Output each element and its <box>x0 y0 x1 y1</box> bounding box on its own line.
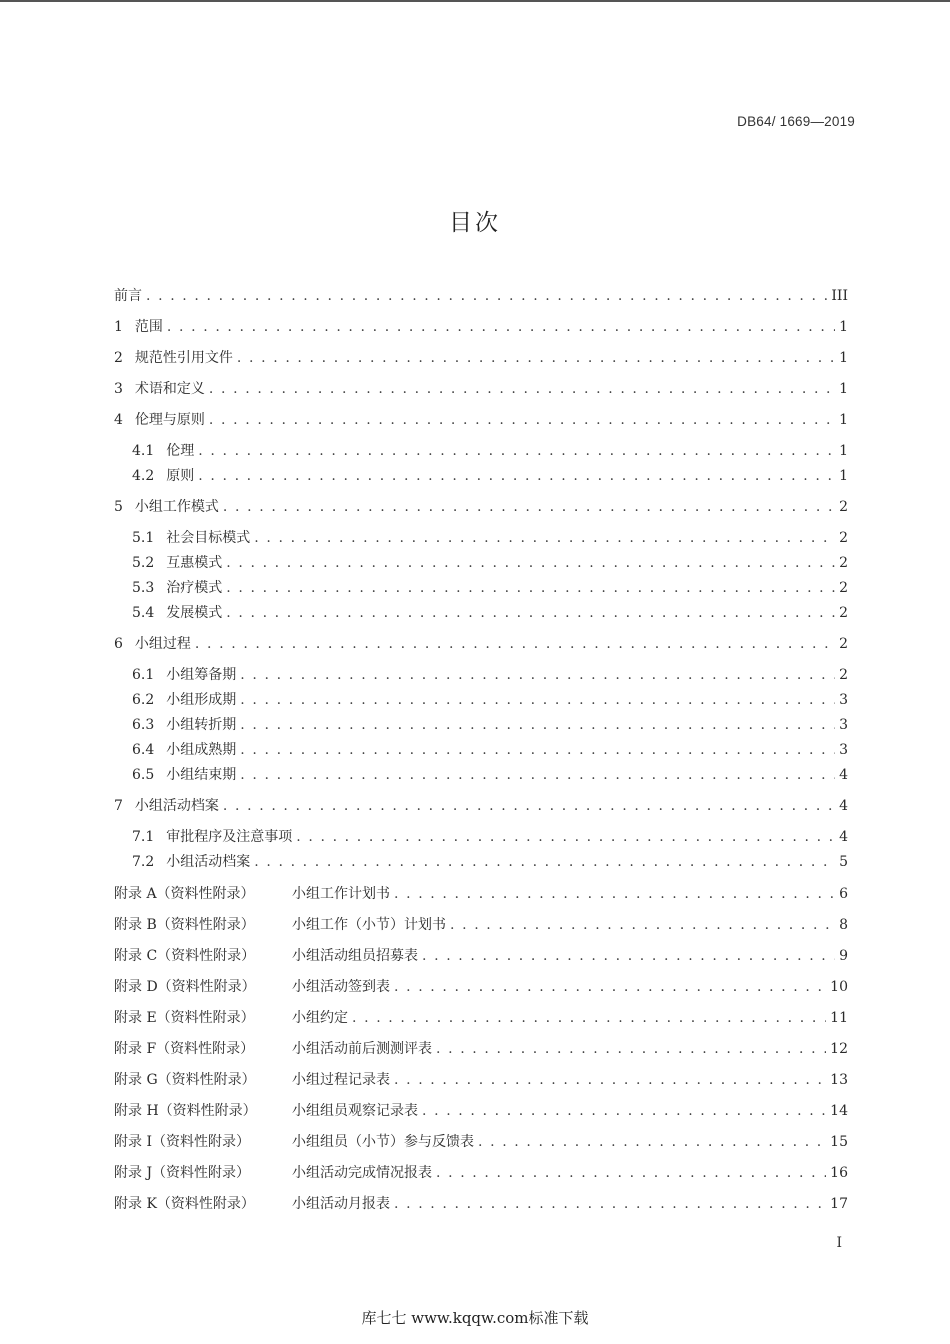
toc-entry-number: 7.2 <box>132 854 155 870</box>
page-number: I <box>836 1235 842 1251</box>
toc-entry-page: 10 <box>830 979 848 995</box>
toc-entry-number: 4 <box>114 412 123 428</box>
toc-entry-label: 小组工作（小节）计划书 <box>292 917 446 933</box>
toc-subentry[interactable] <box>132 602 848 624</box>
toc-leader-dots <box>240 717 835 733</box>
toc-entry-page: 4 <box>839 798 848 814</box>
toc-entry-label: 小组活动前后测测评表 <box>292 1041 432 1057</box>
toc-leader-dots <box>209 412 835 428</box>
toc-entry-page: 14 <box>830 1103 848 1119</box>
toc-entry-label: 社会目标模式 <box>166 530 251 546</box>
toc-subentry[interactable] <box>132 764 848 786</box>
toc-entry-number: 1 <box>114 319 123 335</box>
toc-leader-dots <box>296 829 835 845</box>
toc-leader-dots <box>198 468 835 484</box>
toc-leader-dots <box>394 1072 826 1088</box>
toc-leader-dots <box>422 948 835 964</box>
toc-leader-dots <box>240 742 835 758</box>
toc-entry-page: 2 <box>839 555 848 571</box>
toc-leader-dots <box>422 1103 826 1119</box>
toc-entry-label: 范围 <box>134 319 163 335</box>
appendix-prefix: 附录 C（资料性附录） <box>114 948 256 964</box>
toc-entry-label: 审批程序及注意事项 <box>166 829 293 845</box>
toc-appendix-entry[interactable] <box>114 1100 848 1122</box>
toc-entry-label: 伦理 <box>166 443 195 459</box>
toc-entry-label: 规范性引用文件 <box>134 350 233 366</box>
toc-subentry[interactable] <box>132 714 848 736</box>
toc-entry-page: 2 <box>839 636 848 652</box>
toc-entry-label: 小组活动档案 <box>134 798 219 814</box>
appendix-prefix: 附录 G（资料性附录） <box>114 1072 256 1088</box>
toc-entry-label: 小组成熟期 <box>166 742 237 758</box>
toc-entry-label: 小组结束期 <box>166 767 237 783</box>
toc-leader-dots <box>352 1010 826 1026</box>
appendix-prefix: 附录 I（资料性附录） <box>114 1134 250 1150</box>
toc-entry-label: 前言 <box>114 288 142 304</box>
toc-entry-label: 小组过程记录表 <box>292 1072 390 1088</box>
appendix-prefix: 附录 E（资料性附录） <box>114 1010 255 1026</box>
toc-entry-page: 1 <box>839 468 848 484</box>
toc-entry-page: 1 <box>839 412 848 428</box>
appendix-prefix: 附录 B（资料性附录） <box>114 917 255 933</box>
toc-entry-label: 小组形成期 <box>166 692 237 708</box>
toc-entry[interactable] <box>114 496 848 518</box>
toc-entry-number: 7 <box>114 798 123 814</box>
toc-appendix-entry[interactable] <box>114 1193 848 1215</box>
toc-leader-dots <box>237 350 835 366</box>
toc-entry-page: 16 <box>830 1165 848 1181</box>
toc-entry-label: 小组组员观察记录表 <box>292 1103 418 1119</box>
appendix-prefix: 附录 A（资料性附录） <box>114 886 255 902</box>
toc-entry-page: 2 <box>839 667 848 683</box>
toc-entry-page: 1 <box>839 319 848 335</box>
toc-subentry[interactable] <box>132 689 848 711</box>
toc-entry[interactable] <box>114 378 848 400</box>
toc-entry-page: 4 <box>839 829 848 845</box>
toc-subentry[interactable] <box>132 851 848 873</box>
toc-entry-page: 15 <box>830 1134 848 1150</box>
toc-entry-number: 6 <box>114 636 123 652</box>
toc-subentry[interactable] <box>132 739 848 761</box>
toc-leader-dots <box>254 530 835 546</box>
toc-leader-dots <box>146 288 827 304</box>
toc-subentry[interactable] <box>132 465 848 487</box>
toc-entry[interactable] <box>114 347 848 369</box>
toc-leader-dots <box>226 555 835 571</box>
toc-entry-page: 17 <box>830 1196 848 1212</box>
toc-leader-dots <box>195 636 835 652</box>
toc-entry-label: 原则 <box>166 468 195 484</box>
toc-appendix-entry[interactable] <box>114 914 848 936</box>
toc-subentry[interactable] <box>132 527 848 549</box>
document-code: DB64/ 1669—2019 <box>737 114 855 129</box>
toc-entry-number: 2 <box>114 350 123 366</box>
toc-entry-number: 6.5 <box>132 767 155 783</box>
toc-leader-dots <box>478 1134 826 1150</box>
toc-leader-dots <box>240 667 835 683</box>
toc-appendix-entry[interactable] <box>114 1007 848 1029</box>
page-title: 目次 <box>449 210 501 236</box>
toc-appendix-entry[interactable] <box>114 945 848 967</box>
toc-entry-label: 小组活动签到表 <box>292 979 390 995</box>
toc-subentry[interactable] <box>132 577 848 599</box>
toc-entry-page: 12 <box>830 1041 848 1057</box>
toc-entry-number: 6.2 <box>132 692 155 708</box>
toc-entry-number: 5.3 <box>132 580 155 596</box>
toc-entry-page: 3 <box>839 742 848 758</box>
toc-entry[interactable] <box>114 795 848 817</box>
toc-appendix-entry[interactable] <box>114 1069 848 1091</box>
toc-entry-number: 4.1 <box>132 443 155 459</box>
toc-entry-page: 1 <box>839 350 848 366</box>
toc-entry-page: 13 <box>830 1072 848 1088</box>
toc-entry-number: 6.4 <box>132 742 155 758</box>
toc-entry-label: 互惠模式 <box>166 555 223 571</box>
toc-leader-dots <box>223 499 835 515</box>
toc-entry-label: 伦理与原则 <box>134 412 205 428</box>
toc-entry-number: 5 <box>114 499 123 515</box>
toc-entry-number: 7.1 <box>132 829 155 845</box>
toc-appendix-entry[interactable] <box>114 1162 848 1184</box>
toc-entry-number: 6.3 <box>132 717 155 733</box>
toc-entry-page: 2 <box>839 530 848 546</box>
toc-entry-foreword[interactable] <box>114 285 848 307</box>
toc-leader-dots <box>226 605 835 621</box>
toc-leader-dots <box>436 1165 826 1181</box>
appendix-prefix: 附录 J（资料性附录） <box>114 1165 251 1181</box>
toc-entry-number: 3 <box>114 381 123 397</box>
toc-appendix-entry[interactable] <box>114 883 848 905</box>
toc-entry-label: 小组工作模式 <box>134 499 219 515</box>
toc-entry-page: 2 <box>839 499 848 515</box>
toc-leader-dots <box>240 767 835 783</box>
toc-entry-number: 4.2 <box>132 468 155 484</box>
toc-entry-label: 术语和定义 <box>134 381 205 397</box>
appendix-prefix: 附录 K（资料性附录） <box>114 1196 255 1212</box>
toc-entry-page: 11 <box>830 1010 848 1026</box>
toc-entry-page: 2 <box>839 605 848 621</box>
toc-entry-label: 小组筹备期 <box>166 667 237 683</box>
toc-subentry[interactable] <box>132 440 848 462</box>
toc-entry-number: 5.2 <box>132 555 155 571</box>
toc-appendix-entry[interactable] <box>114 1131 848 1153</box>
toc-leader-dots <box>254 854 835 870</box>
appendix-prefix: 附录 D（资料性附录） <box>114 979 256 995</box>
toc-entry-label: 发展模式 <box>166 605 223 621</box>
toc-leader-dots <box>223 798 835 814</box>
toc-entry-label: 小组转折期 <box>166 717 237 733</box>
toc-entry-page: 3 <box>839 717 848 733</box>
toc-leader-dots <box>394 979 826 995</box>
toc-entry-label: 小组组员（小节）参与反馈表 <box>292 1134 474 1150</box>
toc-entry-label: 小组活动档案 <box>166 854 251 870</box>
toc-entry-label: 小组活动月报表 <box>292 1196 390 1212</box>
toc-entry-label: 小组活动完成情况报表 <box>292 1165 432 1181</box>
toc-entry-number: 5.4 <box>132 605 155 621</box>
appendix-prefix: 附录 F（资料性附录） <box>114 1041 255 1057</box>
toc-entry-label: 小组约定 <box>292 1010 348 1026</box>
toc-appendix-entry[interactable] <box>114 976 848 998</box>
toc-leader-dots <box>198 443 835 459</box>
toc-leader-dots <box>209 381 835 397</box>
toc-entry[interactable] <box>114 633 848 655</box>
appendix-prefix: 附录 H（资料性附录） <box>114 1103 257 1119</box>
toc-entry-page: III <box>831 288 848 304</box>
toc-entry-page: 2 <box>839 580 848 596</box>
toc-entry-number: 6.1 <box>132 667 155 683</box>
toc-leader-dots <box>394 1196 826 1212</box>
toc-entry[interactable] <box>114 409 848 431</box>
toc-leader-dots <box>450 917 835 933</box>
toc-subentry[interactable] <box>132 664 848 686</box>
toc-leader-dots <box>226 580 835 596</box>
toc-entry-page: 5 <box>839 854 848 870</box>
toc-entry-page: 3 <box>839 692 848 708</box>
toc-entry-page: 9 <box>839 948 848 964</box>
toc-entry-page: 8 <box>839 917 848 933</box>
footer-watermark-text: 库七七 www.kqqw.com标准下载 <box>361 1309 589 1327</box>
toc-entry-page: 1 <box>839 443 848 459</box>
toc-leader-dots <box>240 692 835 708</box>
toc-appendix-entry[interactable] <box>114 1038 848 1060</box>
toc-entry[interactable] <box>114 316 848 338</box>
toc-entry-label: 小组工作计划书 <box>292 886 390 902</box>
toc-entry-page: 6 <box>839 886 848 902</box>
toc-entry-label: 小组过程 <box>134 636 191 652</box>
toc-entry-label: 小组活动组员招募表 <box>292 948 418 964</box>
toc-subentry[interactable] <box>132 552 848 574</box>
toc-entry-label: 治疗模式 <box>166 580 223 596</box>
toc-entry-number: 5.1 <box>132 530 155 546</box>
toc-leader-dots <box>167 319 835 335</box>
toc-leader-dots <box>394 886 835 902</box>
toc-entry-page: 4 <box>839 767 848 783</box>
toc-entry-page: 1 <box>839 381 848 397</box>
toc-subentry[interactable] <box>132 826 848 848</box>
toc-leader-dots <box>436 1041 826 1057</box>
